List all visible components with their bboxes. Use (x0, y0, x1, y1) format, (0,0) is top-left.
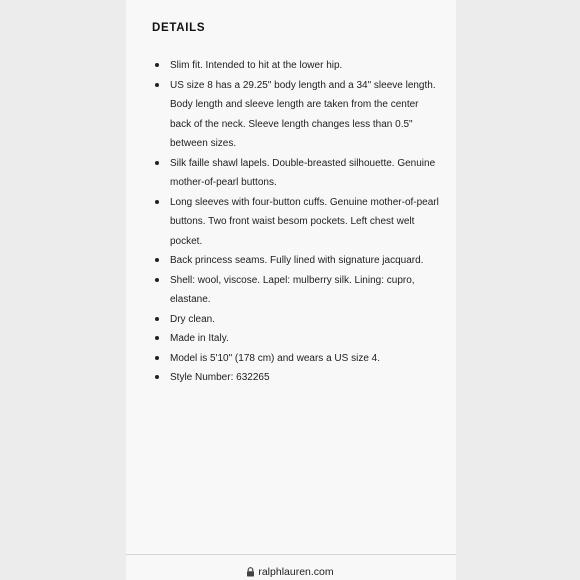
list-item (152, 251, 442, 271)
bullet-icon (155, 63, 159, 67)
list-item (152, 193, 442, 252)
list-item (152, 329, 442, 349)
footer-divider (126, 554, 456, 555)
list-item-text: Dry clean. (170, 313, 216, 325)
list-item-text: Model is 5'10" (178 cm) and wears a US size 4. (170, 352, 380, 364)
list-item (152, 310, 442, 330)
bullet-icon (155, 317, 159, 321)
list-item-text: Slim fit. Intended to hit at the lower hip. (170, 60, 343, 71)
bullet-icon (155, 161, 159, 165)
bullet-icon (155, 83, 159, 87)
list-item-text: Long sleeves with four-button cuffs. Genuine mother-of-pearl buttons. Two front waist besom pockets. Left chest welt pocket. (170, 196, 439, 247)
list-item-text: Shell: wool, viscose. Lapel: mulberry silk. Lining: cupro, elastane. (170, 274, 415, 305)
bullet-icon (155, 278, 159, 282)
list-item-text: US size 8 has a 29.25" body length and a 34" sleeve length. Body length and sleeve length are taken from the center back of the neck. Sleeve length changes less than 0.5" between sizes. (170, 79, 436, 149)
bullet-icon (155, 258, 159, 262)
list-item (152, 76, 442, 154)
bullet-icon (155, 200, 159, 204)
list-item (152, 56, 442, 76)
list-item-text: Style Number: 632265 (170, 372, 270, 383)
url-bar[interactable] (0, 565, 580, 579)
list-item (152, 271, 442, 310)
list-item-text: Made in Italy. (170, 333, 229, 344)
list-item (152, 154, 442, 193)
site-domain: ralphlauren.com (258, 566, 334, 578)
details-heading: DETAILS (152, 22, 206, 34)
bullet-icon (155, 356, 159, 360)
list-item-text: Silk faille shawl lapels. Double-breasted silhouette. Genuine mother-of-pearl buttons. (170, 157, 436, 188)
details-list (152, 56, 442, 388)
bullet-icon (155, 375, 159, 379)
product-details-card (126, 0, 456, 580)
lock-icon (246, 567, 255, 577)
bullet-icon (155, 336, 159, 340)
list-item (152, 368, 442, 388)
list-item (152, 349, 442, 369)
list-item-text: Back princess seams. Fully lined with signature jacquard. (170, 255, 424, 266)
